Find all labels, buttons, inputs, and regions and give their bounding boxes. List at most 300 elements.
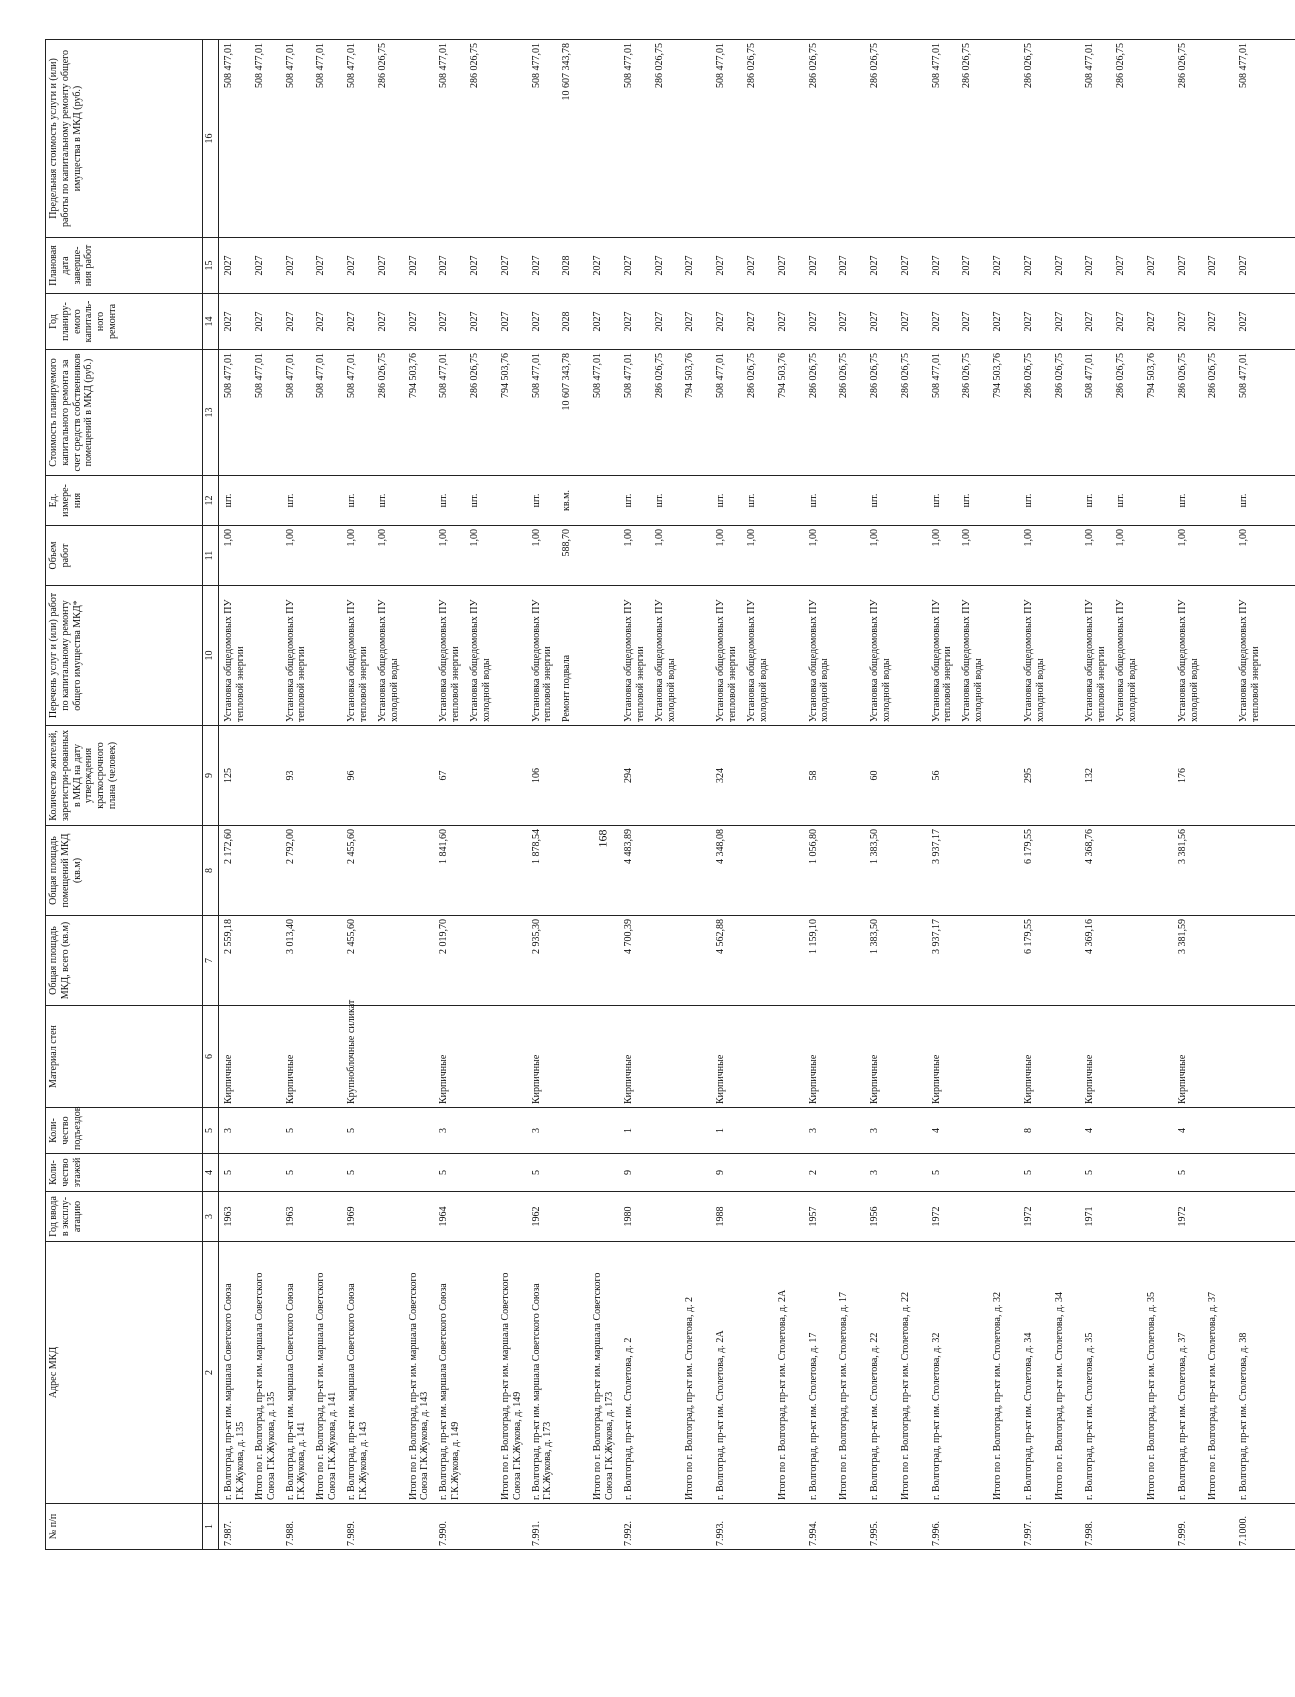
row-cell: 2027 (1084, 255, 1096, 276)
row-cell: Установка общедомовых ПУ тепловой энергии (346, 599, 369, 722)
header-year: Год ввода в эксплу-атацию (46, 1192, 203, 1242)
row-cell: 2027 (1238, 255, 1250, 276)
row-cell: 60 (869, 770, 881, 781)
subtotal-cell: Итого по г. Волгоград, пр-кт им. Столетова, д. 34 (1053, 1291, 1065, 1500)
row-cell: 1,00 (284, 529, 296, 547)
column-number: 10 (203, 586, 219, 726)
subtotal-cell: 2027 (469, 255, 481, 276)
header-floors: Коли-чество этажей (46, 1154, 203, 1192)
row-cell: Крупноблочные силикат (346, 999, 358, 1104)
row-cell: Кирпичные (438, 1054, 450, 1104)
row-cell: 132 (1084, 768, 1096, 783)
row-cell: 508 477,01 (715, 43, 727, 88)
subtotal-cell: 2027 (746, 255, 757, 276)
row-cell: г. Волгоград, пр-кт им. маршала Советского Союза Г.К.Жукова, д. 173 (530, 1283, 554, 1500)
row-cell: 7.1000. (1238, 1516, 1250, 1546)
subtotal-cell: 2027 (1207, 255, 1219, 276)
row-cell: 1 383,50 (869, 919, 881, 954)
row-cell: 4 483,89 (622, 829, 634, 864)
row-cell: 5 (1176, 1170, 1188, 1175)
row-cell: 1,00 (1084, 529, 1096, 547)
row-cell: Кирпичные (1176, 1054, 1188, 1104)
header-total-area: Общая площадь МКД, всего (кв.м) (46, 916, 203, 1006)
row-cell: 2027 (438, 311, 450, 332)
row-cell: 2 019,70 (438, 919, 450, 954)
row-cell: шт. (530, 493, 542, 508)
row-cell: 6 179,55 (1022, 829, 1034, 864)
row-cell: 1,00 (438, 529, 450, 547)
subtotal-cell: 2027 (469, 311, 481, 332)
column-number: 9 (203, 726, 219, 826)
row-cell: 3 (530, 1128, 542, 1133)
row-cell: 1962 (530, 1206, 542, 1227)
subtotal-cell: кв.м. (561, 490, 573, 511)
row-cell: 1,00 (869, 529, 881, 547)
column-number: 15 (203, 238, 219, 294)
row-cell: 7.989. (346, 1521, 358, 1546)
row-cell: 8 (1022, 1128, 1034, 1133)
row-cell: Кирпичные (223, 1054, 234, 1104)
row-cell: 2027 (1084, 311, 1096, 332)
subtotal-cell: 794 503,76 (684, 353, 696, 398)
row-cell: 324 (715, 768, 727, 783)
row-cell: г. Волгоград, пр-кт им. Столетова, д. 17 (807, 1332, 819, 1500)
subtotal-cell: 2027 (838, 255, 850, 276)
subtotal-cell: 794 503,76 (776, 353, 788, 398)
subtotal-cell: Итого по г. Волгоград, пр-кт им. маршала Советского Союза Г.К.Жукова, д. 173 (592, 1272, 615, 1500)
subtotal-cell: 2028 (561, 311, 573, 332)
row-cell: 4 348,08 (715, 829, 727, 864)
row-cell: 3 381,56 (1176, 829, 1188, 864)
row-cell: 1,00 (1176, 529, 1188, 547)
row-cell: 2027 (715, 311, 727, 332)
column-number: 3 (203, 1192, 219, 1242)
column-number: 16 (203, 40, 219, 238)
row-cell: 1 878,54 (530, 829, 542, 864)
header-unit: Ед. измере-ния (46, 476, 203, 526)
row-cell: шт. (715, 493, 727, 508)
row-cell: г. Волгоград, пр-кт им. Столетова, д. 35 (1084, 1332, 1096, 1500)
row-cell: 508 477,01 (438, 353, 450, 398)
col-residents (219, 726, 1295, 826)
subtotal-cell: Установка общедомовых ПУ холодной воды (961, 599, 985, 722)
row-cell: 508 477,01 (1238, 43, 1250, 88)
row-cell: Кирпичные (715, 1054, 727, 1104)
row-cell: 1963 (223, 1206, 234, 1227)
subtotal-cell: 286 026,75 (1053, 353, 1065, 398)
subtotal-cell: Итого по г. Волгоград, пр-кт им. маршала Советского Союза Г.К.Жукова, д. 149 (499, 1272, 523, 1500)
row-cell: 1,00 (807, 529, 819, 547)
subtotal-cell: шт. (1115, 493, 1127, 508)
col-max-cost (219, 40, 1295, 238)
row-cell: г. Волгоград, пр-кт им. маршала Советского Союза Г.К.Жукова, д. 135 (223, 1283, 246, 1500)
row-cell: 1969 (346, 1206, 358, 1227)
row-cell: 2027 (1176, 255, 1188, 276)
header-entrances: Коли-чество подъездов (46, 1108, 203, 1154)
subtotal-cell: 2027 (1115, 255, 1127, 276)
row-cell: 1,00 (1238, 529, 1250, 547)
subtotal-cell: 286 026,75 (1115, 43, 1127, 88)
col-entrances (219, 1108, 1295, 1154)
subtotal-cell: 286 026,75 (469, 353, 481, 398)
subtotal-cell: 794 503,76 (499, 353, 511, 398)
row-cell: 1,00 (715, 529, 727, 547)
row-cell: Кирпичные (1084, 1054, 1096, 1104)
row-cell: 1,00 (530, 529, 542, 547)
row-cell: 2027 (715, 255, 727, 276)
row-cell: 4 (1176, 1128, 1188, 1133)
row-cell: шт. (346, 493, 358, 508)
row-cell: 508 477,01 (438, 43, 450, 88)
col-rooms-area (219, 826, 1295, 916)
subtotal-cell: Итого по г. Волгоград, пр-кт им. маршала Советского Союза Г.К.Жукова, д. 135 (253, 1272, 277, 1500)
subtotal-cell: 2027 (376, 311, 388, 332)
row-cell: 286 026,75 (869, 43, 881, 88)
subtotal-cell: 508 477,01 (592, 353, 604, 398)
row-cell: Установка общедомовых ПУ холодной воды (1022, 599, 1046, 722)
row-cell: 508 477,01 (346, 353, 358, 398)
row-cell: 286 026,75 (807, 353, 819, 398)
subtotal-cell: шт. (961, 493, 973, 508)
subtotal-cell: Итого по г. Волгоград, пр-кт им. Столетова, д. 32 (992, 1291, 1004, 1500)
header-end-date: Плановая дата заверше-ния работ (46, 238, 203, 294)
row-cell: 2027 (1238, 311, 1250, 332)
row-cell: 508 477,01 (930, 353, 942, 398)
row-cell: 508 477,01 (223, 353, 234, 398)
col-floors (219, 1154, 1295, 1192)
row-cell: 125 (223, 768, 234, 783)
row-cell: 2027 (284, 255, 296, 276)
header-num: № п/п (46, 1504, 203, 1550)
row-cell: 3 937,17 (930, 829, 942, 864)
subtotal-cell: 2027 (407, 311, 419, 332)
subtotal-cell: 2027 (1053, 255, 1065, 276)
row-cell: 3 381,59 (1176, 919, 1188, 954)
subtotal-cell: Установка общедомовых ПУ холодной воды (746, 599, 769, 722)
row-cell: Установка общедомовых ПУ тепловой энергии (1238, 599, 1262, 722)
row-cell: г. Волгоград, пр-кт им. Столетова, д. 38 (1238, 1332, 1250, 1500)
row-cell: 7.992. (622, 1521, 634, 1546)
subtotal-cell: 286 026,75 (838, 353, 850, 398)
row-cell: 5 (223, 1170, 234, 1175)
subtotal-cell: 2027 (499, 255, 511, 276)
row-cell: шт. (1176, 493, 1188, 508)
subtotal-cell: 2027 (407, 255, 419, 276)
row-cell: 9 (715, 1170, 727, 1175)
row-cell: 1 056,80 (807, 829, 819, 864)
row-cell: 2 (807, 1170, 819, 1175)
row-cell: шт. (1022, 493, 1034, 508)
header-address: Адрес МКД (46, 1242, 203, 1504)
subtotal-cell: 588,70 (561, 529, 573, 557)
row-cell: Кирпичные (930, 1054, 942, 1104)
row-cell: 2027 (930, 311, 942, 332)
header-residents: Количество жителей, зарегистри-рованных в МКД на дату утверждения краткосрочного плана (человек) (46, 726, 203, 826)
subtotal-cell: 286 026,75 (653, 43, 665, 88)
row-cell: 286 026,75 (807, 43, 819, 88)
col-cost (219, 350, 1295, 476)
row-cell: 2 935,30 (530, 919, 542, 954)
row-cell: 2027 (1176, 311, 1188, 332)
subtotal-cell: Итого по г. Волгоград, пр-кт им. Столетова, д. 37 (1207, 1291, 1219, 1500)
col-num (219, 1504, 1295, 1550)
row-cell: 4 562,88 (715, 919, 727, 954)
row-cell: Установка общедомовых ПУ тепловой энергии (284, 599, 308, 722)
row-cell: г. Волгоград, пр-кт им. Столетова, д. 2 (622, 1337, 634, 1500)
subtotal-cell: Установка общедомовых ПУ холодной воды (376, 599, 400, 722)
subtotal-cell: 2027 (899, 311, 911, 332)
row-cell: 1 841,60 (438, 829, 450, 864)
row-cell: 7.998. (1084, 1521, 1096, 1546)
column-number: 2 (203, 1242, 219, 1504)
subtotal-cell: 286 026,75 (746, 43, 757, 88)
row-cell: 3 (869, 1128, 881, 1133)
subtotal-cell: 2027 (1145, 255, 1157, 276)
row-cell: шт. (284, 493, 296, 508)
col-plan-year (219, 294, 1295, 350)
subtotal-cell: 2027 (1207, 311, 1219, 332)
page-number: 168 (595, 829, 610, 847)
subtotal-cell: 1,00 (469, 529, 481, 547)
row-cell: 4 (1084, 1128, 1096, 1133)
column-number: 1 (203, 1504, 219, 1550)
row-cell: 295 (1022, 768, 1034, 783)
header-plan-year: Год планиру-емого капиталь-ного ремонта (46, 294, 203, 350)
subtotal-cell: 2027 (499, 311, 511, 332)
row-cell: г. Волгоград, пр-кт им. Столетова, д. 37 (1176, 1332, 1188, 1500)
row-cell: шт. (622, 493, 634, 508)
row-cell: 1957 (807, 1206, 819, 1227)
row-cell: 2 172,60 (223, 829, 234, 864)
row-cell: шт. (223, 493, 234, 508)
row-cell: 4 368,76 (1084, 829, 1096, 864)
subtotal-cell: 1,00 (961, 529, 973, 547)
row-cell: 7.996. (930, 1521, 942, 1546)
row-cell: 1 383,50 (869, 829, 881, 864)
row-cell: 1971 (1084, 1206, 1096, 1227)
row-cell: Установка общедомовых ПУ холодной воды (869, 599, 892, 722)
row-cell: 2027 (530, 311, 542, 332)
subtotal-cell: 1,00 (376, 529, 388, 547)
column-number: 7 (203, 916, 219, 1006)
row-cell: 7.990. (438, 1521, 450, 1546)
row-cell: 67 (438, 770, 450, 781)
row-cell: 4 369,16 (1084, 919, 1096, 954)
subtotal-cell: Установка общедомовых ПУ холодной воды (1115, 599, 1138, 722)
row-cell: 7.999. (1176, 1521, 1188, 1546)
subtotal-cell: Итого по г. Волгоград, пр-кт им. Столетова, д. 35 (1145, 1291, 1157, 1500)
row-cell: г. Волгоград, пр-кт им. Столетова, д. 22 (869, 1332, 881, 1500)
table-header (46, 40, 219, 1550)
subtotal-cell: 2027 (315, 311, 327, 332)
subtotal-cell: 2027 (315, 255, 327, 276)
row-cell: шт. (1238, 493, 1250, 508)
subtotal-cell: Итого по г. Волгоград, пр-кт им. Столетова, д. 2 (684, 1296, 696, 1500)
row-cell: Кирпичные (807, 1054, 819, 1104)
subtotal-cell: 2027 (776, 255, 788, 276)
row-cell: 1 (622, 1128, 634, 1133)
col-end-date (219, 238, 1295, 294)
row-cell: 3 (438, 1128, 450, 1133)
subtotal-cell: 2027 (684, 311, 696, 332)
subtotal-cell: 508 477,01 (253, 353, 265, 398)
row-cell: 508 477,01 (530, 43, 542, 88)
column-number: 6 (203, 1006, 219, 1108)
row-cell: 4 700,39 (622, 919, 634, 954)
row-cell: Установка общедомовых ПУ тепловой энергии (1084, 599, 1108, 722)
subtotal-cell: Установка общедомовых ПУ холодной воды (653, 599, 677, 722)
subtotal-cell: 1,00 (746, 529, 757, 547)
col-wall-material (219, 999, 1295, 1108)
column-number: 14 (203, 294, 219, 350)
subtotal-cell: Установка общедомовых ПУ холодной воды (469, 599, 492, 722)
rotated-sheet (45, 40, 1262, 1550)
row-cell: г. Волгоград, пр-кт им. маршала Советского Союза Г.К.Жукова, д. 143 (346, 1283, 369, 1500)
row-cell: 1980 (622, 1206, 634, 1227)
subtotal-cell: 2027 (899, 255, 911, 276)
row-cell: 1963 (284, 1206, 296, 1227)
col-total-area (219, 916, 1295, 1006)
row-cell: 7.994. (807, 1521, 819, 1546)
row-cell: 2 455,60 (346, 919, 358, 954)
row-cell: Кирпичные (1022, 1054, 1034, 1104)
row-cell: 1972 (1022, 1206, 1034, 1227)
subtotal-cell: 2027 (1115, 311, 1127, 332)
subtotal-cell: 1,00 (653, 529, 665, 547)
row-cell: 508 477,01 (223, 43, 234, 88)
row-cell: шт. (930, 493, 942, 508)
subtotal-cell: Итого по г. Волгоград, пр-кт им. Столетова, д. 17 (838, 1291, 850, 1500)
row-cell: 286 026,75 (1022, 353, 1034, 398)
row-cell: 286 026,75 (1176, 353, 1188, 398)
row-cell: 2027 (930, 255, 942, 276)
subtotal-cell: 2027 (376, 255, 388, 276)
header-cost: Стоимость планируемого капитального ремонта за счет средств собственников помещений в МКД (руб.) (46, 350, 203, 476)
row-cell: 3 937,17 (930, 919, 942, 954)
row-cell: 1964 (438, 1206, 450, 1227)
subtotal-cell: Итого по г. Волгоград, пр-кт им. Столетова, д. 22 (899, 1291, 911, 1500)
row-cell: 508 477,01 (622, 43, 634, 88)
row-cell: 5 (1022, 1170, 1034, 1175)
subtotal-cell: 2027 (776, 311, 788, 332)
row-cell: 2 455,60 (346, 829, 358, 864)
row-cell: Кирпичные (284, 1054, 296, 1104)
row-cell: 2 792,00 (284, 829, 296, 864)
row-cell: 508 477,01 (1084, 43, 1096, 88)
row-cell: 508 477,01 (284, 353, 296, 398)
row-cell: 2027 (622, 255, 634, 276)
row-cell: 2027 (622, 311, 634, 332)
row-cell: 2027 (284, 311, 296, 332)
subtotal-cell: 2027 (961, 311, 973, 332)
row-cell: 106 (530, 768, 542, 783)
row-cell: 2027 (223, 311, 234, 332)
row-cell: 7.997. (1022, 1521, 1034, 1546)
row-cell: 508 477,01 (715, 353, 727, 398)
row-cell: 286 026,75 (869, 353, 881, 398)
row-cell: 508 477,01 (930, 43, 942, 88)
row-cell: 286 026,75 (1022, 43, 1034, 88)
row-cell: г. Волгоград, пр-кт им. Столетова, д. 34 (1022, 1332, 1034, 1500)
row-cell: Установка общедомовых ПУ тепловой энергии (715, 599, 739, 722)
row-cell: г. Волгоград, пр-кт им. Столетова, д. 32 (930, 1332, 942, 1500)
subtotal-cell: 10 607 343,78 (561, 353, 573, 411)
row-cell: 5 (438, 1170, 450, 1175)
row-cell: 2027 (869, 255, 881, 276)
column-number: 4 (203, 1154, 219, 1192)
subtotal-cell: 2027 (592, 255, 604, 276)
row-cell: г. Волгоград, пр-кт им. маршала Советского Союза Г.К.Жукова, д. 149 (438, 1283, 462, 1500)
column-number: 11 (203, 526, 219, 586)
subtotal-cell: 286 026,75 (376, 353, 388, 398)
row-cell: 508 477,01 (530, 353, 542, 398)
row-cell: 1972 (930, 1206, 942, 1227)
row-cell: Установка общедомовых ПУ холодной воды (1176, 599, 1200, 722)
row-cell: 1988 (715, 1206, 727, 1227)
row-cell: 3 (807, 1128, 819, 1133)
row-cell: 2027 (869, 311, 881, 332)
row-cell: 4 (930, 1128, 942, 1133)
row-cell: 1 159,10 (807, 919, 819, 954)
row-cell: 1,00 (1022, 529, 1034, 547)
row-cell: 5 (284, 1170, 296, 1175)
subtotal-cell: шт. (376, 493, 388, 508)
row-cell: 508 477,01 (1238, 353, 1250, 398)
row-cell: 96 (346, 770, 358, 781)
header-volume: Объем работ (46, 526, 203, 586)
col-works (219, 586, 1295, 726)
subtotal-cell: 286 026,75 (376, 43, 388, 88)
column-number: 13 (203, 350, 219, 476)
row-cell: 2027 (346, 255, 358, 276)
row-cell: 3 013,40 (284, 919, 296, 954)
subtotal-cell: 2028 (561, 255, 573, 276)
row-cell: 1,00 (622, 529, 634, 547)
row-cell: 1972 (1176, 1206, 1188, 1227)
row-cell: 1,00 (223, 529, 234, 547)
row-cell: 5 (284, 1128, 296, 1133)
subtotal-cell: шт. (653, 493, 665, 508)
col-year (219, 1192, 1295, 1242)
subtotal-cell: 2027 (992, 311, 1004, 332)
row-cell: шт. (807, 493, 819, 508)
subtotal-cell: 508 477,01 (315, 353, 327, 398)
subtotal-cell: шт. (746, 493, 757, 508)
row-cell: Установка общедомовых ПУ холодной воды (807, 599, 831, 722)
subtotal-cell: 286 026,75 (961, 353, 973, 398)
header-works: Перечень услуг и (или) работ по капитальному ремонту общего имущества МКД* (46, 586, 203, 726)
row-cell: 286 026,75 (1176, 43, 1188, 88)
header-max-cost: Предельная стоимость услуги и (или) работы по капитальному ремонту общего имущества в МКД (руб.) (46, 40, 203, 238)
row-cell: Установка общедомовых ПУ тепловой энергии (930, 599, 954, 722)
row-cell: 508 477,01 (284, 43, 296, 88)
subtotal-cell: 2027 (253, 311, 265, 332)
row-cell: 508 477,01 (346, 43, 358, 88)
row-cell: 294 (622, 768, 634, 783)
row-cell: Установка общедомовых ПУ тепловой энергии (622, 599, 646, 722)
subtotal-cell: 794 503,76 (992, 353, 1004, 398)
subtotal-cell: 508 477,01 (315, 43, 327, 88)
row-cell: 508 477,01 (622, 353, 634, 398)
row-cell: 1,00 (346, 529, 358, 547)
row-cell: г. Волгоград, пр-кт им. маршала Советского Союза Г.К.Жукова, д. 141 (284, 1283, 308, 1500)
subtotal-cell: 2027 (653, 311, 665, 332)
row-cell: 2 559,18 (223, 919, 234, 954)
subtotal-cell: 508 477,01 (253, 43, 265, 88)
row-cell: 1956 (869, 1206, 881, 1227)
subtotal-cell: 2027 (1053, 311, 1065, 332)
subtotal-cell: 2027 (746, 311, 757, 332)
